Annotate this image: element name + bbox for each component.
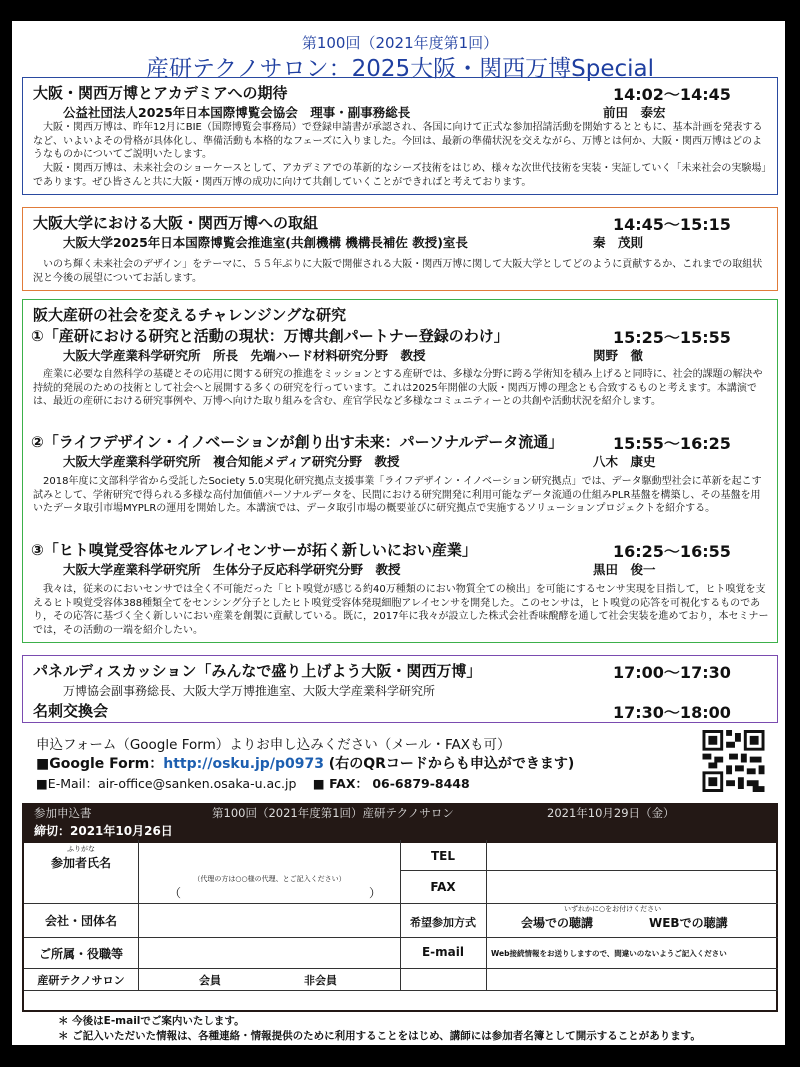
talk-time: 14:02～14:45 — [613, 85, 731, 104]
talk-title: 大阪・関西万博とアカデミアへの期待 — [33, 84, 288, 102]
speaker: 関野 徹 — [593, 348, 644, 363]
panel-title: パネルディスカッション「みんなで盛り上げよう大阪・関西万博」 — [33, 662, 482, 680]
research-time: 15:55～16:25 — [613, 434, 731, 453]
panel-members: 万博協会副事務総長、大阪大学万博推進室、大阪大学産業科学研究所 — [63, 684, 436, 698]
name-label: 参加者氏名 — [50, 856, 111, 870]
fax-field[interactable] — [487, 871, 778, 903]
google-form-label: ■Google Form： — [36, 756, 164, 772]
affiliation: 公益社団法人2025年日本国際博覧会協会 理事・副事務総長 — [63, 105, 411, 120]
note: ＊ ご記入いただいた情報は、各種連絡・情報提供のために利用することをはじめ、講師には参加者名簿として開示することがあります。 — [58, 1030, 701, 1042]
tel-label: TEL — [430, 849, 456, 863]
abstract: 大阪・関西万博は、昨年12月にBIE（国際博覧会事務局）で登録申請書が承認され、各国に向けて正式な参加招請活動を開始するとともに、基本計画を発表するなど、いよいよその骨格が具体化し、準備活動も本格的なフェーズに入りました。今回は、最新の準備状況を交えながら、万博とは何か、大阪・関西万博はどのようなものかについてご説明いたします。 — [33, 122, 763, 160]
deadline: 締切：2021年10月26日 — [34, 824, 173, 838]
affiliation: 大阪大学産業科学研究所 所長 先端ハード材料研究分野 教授 — [63, 348, 426, 363]
contact-line — [36, 774, 470, 792]
email-field[interactable] — [487, 938, 778, 968]
dept-label: ご所属・役職等 — [38, 947, 123, 961]
talk-2 — [22, 207, 778, 291]
fax-contact: ■ FAX： 06-6879-8448 — [312, 776, 470, 791]
paren-close: ） — [369, 886, 382, 900]
abstract: 2018年度に文部科学省から受託したSociety 5.0実現化研究拠点支援事業「ライフデザイン・イノベーション研究拠点」では、データ駆動型社会に革新を起こす試みとして、学術研究で得られる多様な高付加価値パーソナルデータを、民間における研究開発に利用可能なデータ流通の仕組みPLR基盤を構築し、その基盤を用いたデータ取引市場MYPLRの運用を開始した。本講演では、データ取引市場の概要並びに研究拠点で実施するソリューションプロジェクトを紹介する。 — [33, 476, 762, 514]
form-date: 2021年10月29日（金） — [547, 806, 675, 820]
abstract: 我々は，従来のにおいセンサでは全く不可能だった「ヒト嗅覚が感じる約40万種類のにおい物質全ての検出」を可能にするセンサ実現を目指して，ヒト嗅覚を支えるヒト嗅覚受容体388種類全てをセンシング分子としたヒト嗅覚受容体発現細胞アレイセンサを開発した。このセンサは，ヒト嗅覚の応答を可視化するものであり，その応答に基づく全く新しいにおい産業を創製に貢献している。既に，2017年に我々が設立した株式会社香味醗酵を通して社会実装を進めており，本セミナーでは，その活動の一端を紹介したい。 — [33, 584, 769, 636]
research-title: ③「ヒト嗅覚受容体セルアレイセンサーが拓く新しいにおい産業」 — [31, 541, 477, 559]
speaker: 黒田 俊一 — [593, 562, 656, 577]
research-title: ②「ライフデザイン・イノベーションが創り出す未来：パーソナルデータ流通」 — [31, 433, 564, 451]
application-form — [22, 840, 778, 1012]
option-venue[interactable]: 会場での聴講 — [521, 916, 594, 930]
fax-label: FAX — [430, 880, 456, 894]
form-header — [22, 803, 778, 843]
google-form-line — [36, 753, 574, 773]
email-label: E-mail — [421, 945, 464, 959]
form-event: 第100回（2021年度第1回）産研テクノサロン — [212, 806, 454, 820]
networking: 名刺交換会 — [33, 702, 109, 720]
company-field[interactable] — [139, 904, 400, 937]
company-label: 会社・団体名 — [44, 914, 117, 928]
research-title: ①「産研における研究と活動の現状：万博共創パートナー登録のわけ」 — [31, 327, 509, 345]
qr-note: (右のQRコードからも申込ができます) — [323, 756, 575, 772]
name-field[interactable] — [139, 840, 400, 903]
salon-label: 産研テクノサロン — [37, 974, 125, 987]
edition: 第100回（2021年度第1回） — [301, 34, 499, 52]
google-form-link[interactable]: http://osku.jp/p0973 — [163, 756, 324, 772]
speaker: 前田 泰宏 — [603, 105, 666, 120]
abstract: いのち輝く未来社会のデザイン」をテーマに、５５年ぶりに大阪で開催される大阪・関西万博に関して大阪大学としてどのように貢献するか、これまでの取組状況と今後の展望についてお話します。 — [33, 259, 763, 284]
qr-code-icon[interactable] — [702, 730, 765, 792]
apply-instruction: 申込フォーム（Google Form）よりお申し込みください（メール・FAXも可） — [36, 737, 511, 753]
panel-time: 17:00～17:30 — [613, 663, 731, 682]
method-note: いずれかに○をお付けください — [564, 905, 662, 913]
speaker: 八木 康史 — [593, 454, 656, 469]
option-member[interactable]: 会員 — [199, 974, 221, 987]
affiliation: 大阪大学産業科学研究所 複合知能メディア研究分野 教授 — [63, 454, 400, 469]
abstract: 産業に必要な自然科学の基礎とその応用に関する研究の推進をミッションとする産研では、多様な分野に跨る学術知を積み上げると同時に、社会的課題の解決や持続的発展のための技術として社会へと展開する多くの研究を行っています。これは2025年開催の大阪・関西万博の理念とも合致するものと考えます。本講演では、最近の産研における研究事例や、万博へ向けた取り組みを含む、産官学民など多様なコミュニティーとの共創や活動状況を紹介します。 — [33, 369, 763, 407]
talk-title: 大阪大学における大阪・関西万博への取組 — [33, 214, 319, 232]
dept-field[interactable] — [139, 938, 400, 968]
affiliation: 大阪大学産業科学研究所 生体分子反応科学研究分野 教授 — [63, 562, 401, 577]
research-time: 16:25～16:55 — [613, 542, 731, 561]
speaker: 秦 茂則 — [593, 235, 644, 250]
method-label: 希望参加方式 — [410, 916, 476, 929]
panel-section — [22, 655, 778, 723]
research-time: 15:25～15:55 — [613, 328, 731, 347]
abstract: 大阪・関西万博は、未来社会のショーケースとして、アカデミアでの革新的なシーズ技術をはじめ、様々な次世代技術を実装・実証していく「未来社会の実験場」であります。ぜひ皆さんと共に大阪・関西万博の成功に向けて共創していくことができればと考えております。 — [33, 163, 767, 188]
form-title: 参加申込書 — [34, 806, 92, 820]
networking-time: 17:30～18:00 — [613, 703, 731, 722]
note: ＊ 今後はE-mailでご案内いたします。 — [58, 1015, 245, 1027]
talk-time: 14:45～15:15 — [613, 215, 731, 234]
tel-field[interactable] — [487, 840, 778, 870]
option-nonmember[interactable]: 非会員 — [304, 974, 337, 987]
talk-1 — [22, 77, 778, 195]
research-section — [22, 299, 778, 643]
page-title: 産研テクノサロン：2025大阪・関西万博Special — [145, 56, 655, 82]
option-web[interactable]: WEBでの聴講 — [649, 916, 728, 930]
affiliation: 大阪大学2025年日本国際博覧会推進室(共創機構 機構長補佐 教授)室長 — [63, 235, 468, 250]
email-note: Web接続情報をお送りしますので、間違いのないようご記入ください — [491, 949, 727, 958]
proxy-note: （代理の方は○○様の代理、とご記入ください） — [193, 875, 346, 883]
section-heading: 阪大産研の社会を変えるチャレンジングな研究 — [33, 306, 347, 324]
paren-open: （ — [169, 886, 182, 900]
email-contact: ■E-Mail：air-office@sanken.osaka-u.ac.jp — [36, 776, 297, 791]
furigana-label: ふりがな — [67, 845, 95, 853]
